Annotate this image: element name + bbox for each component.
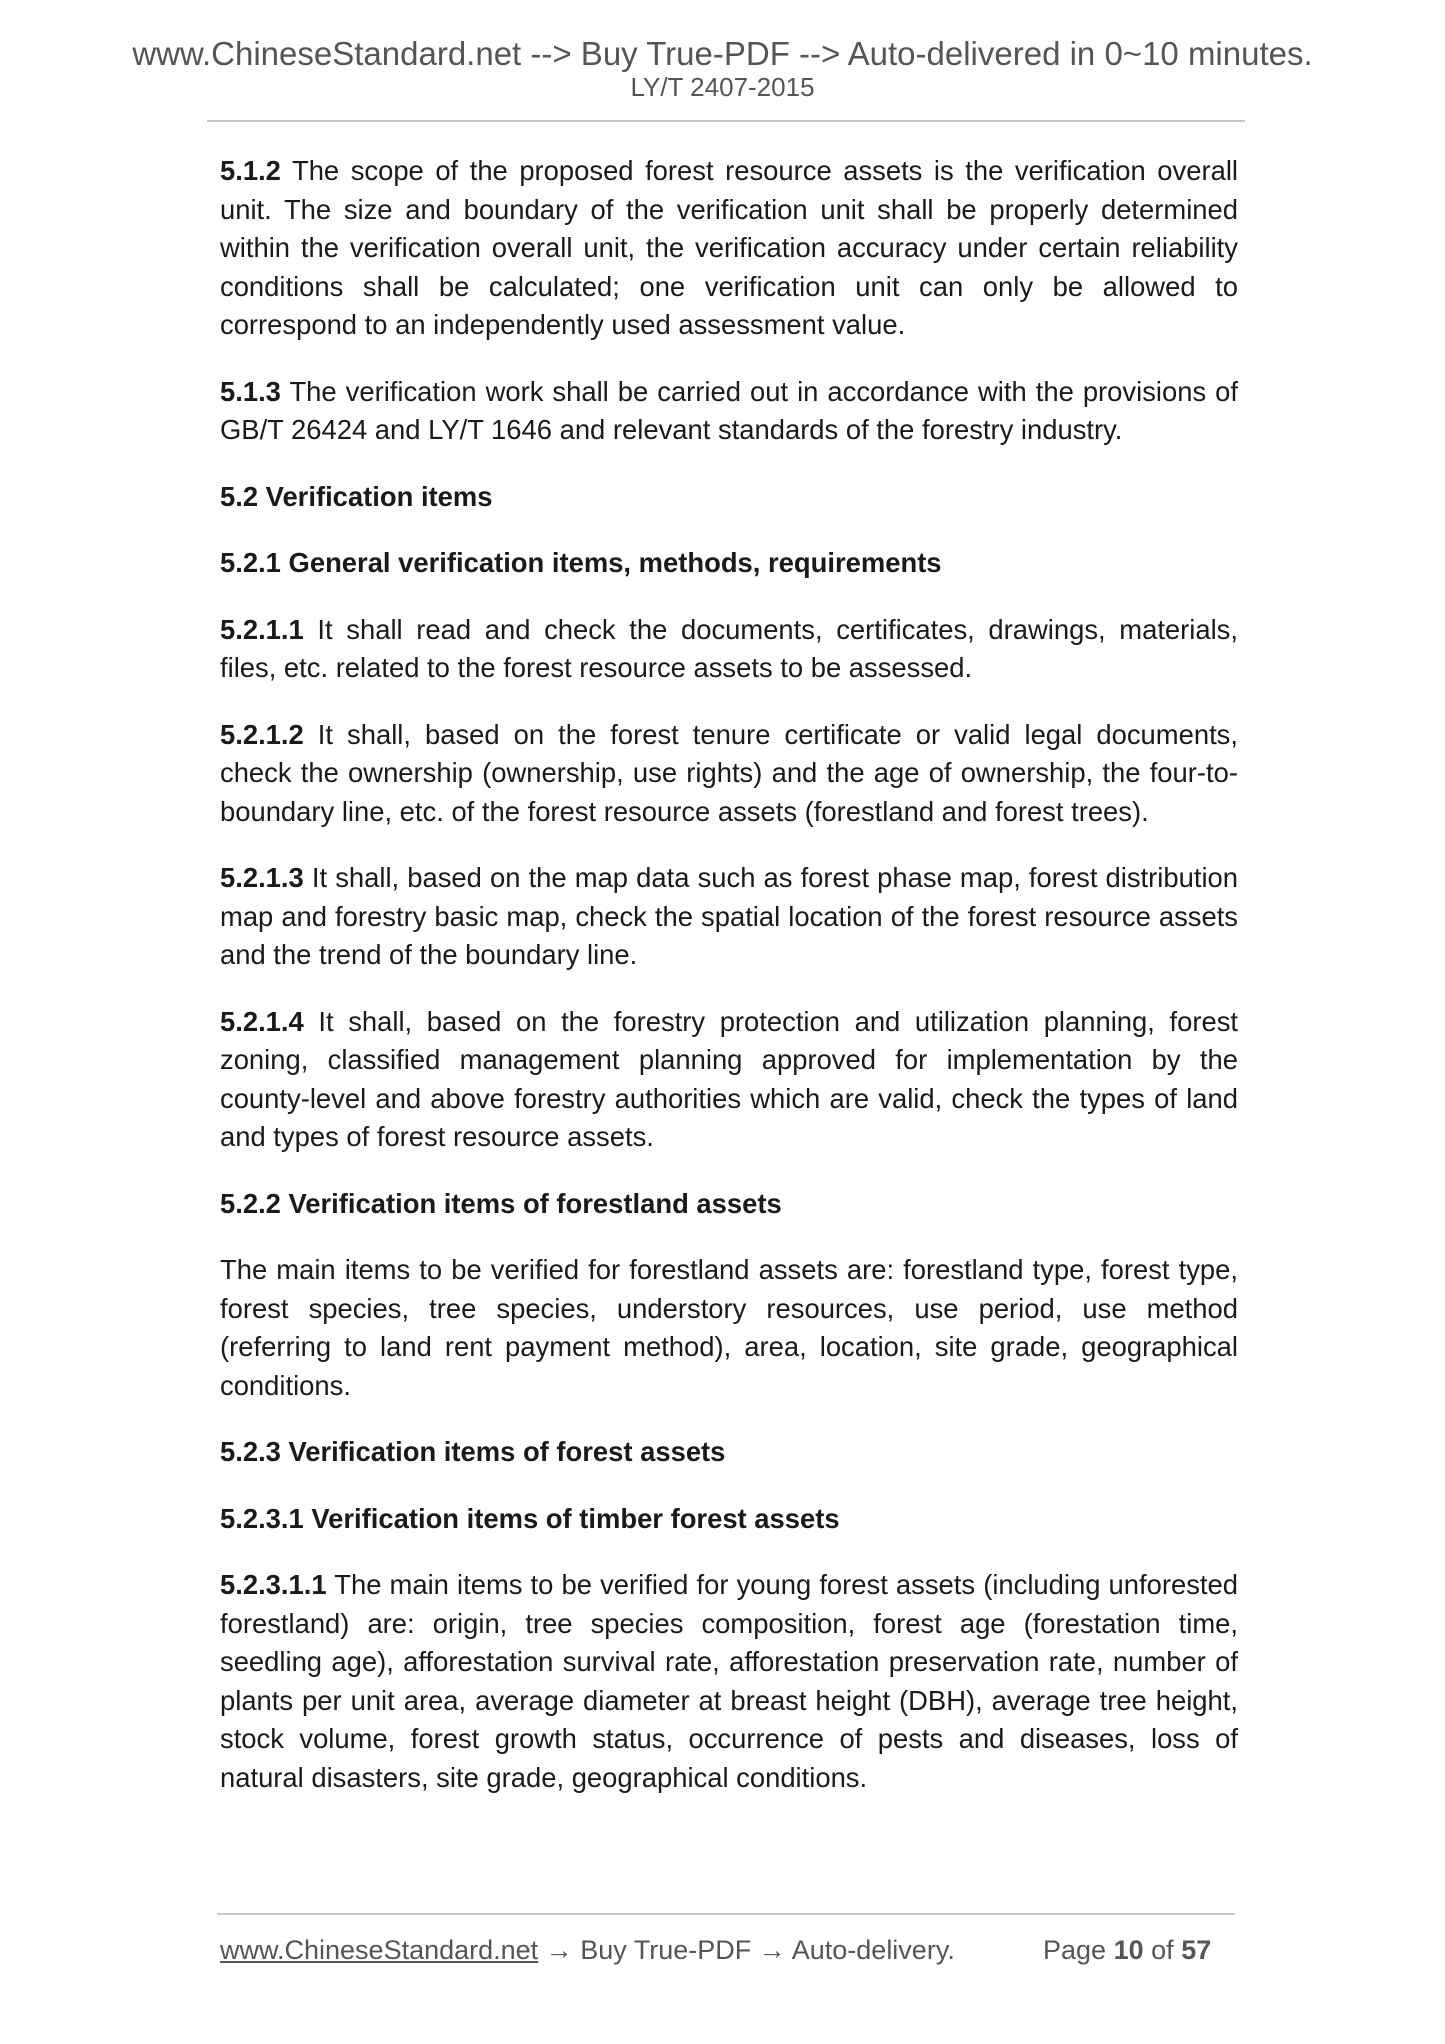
clause-text: The scope of the proposed forest resource assets is the verification overall unit. The size and boundary of the verification unit shall be properly determined within the verification overall unit, the verification accuracy under certain reliability conditions shall be calculated; one verification unit can only be allowed to correspond to an independently used assessment value.	[220, 155, 1238, 340]
clause-text: It shall, based on the forestry protection and utilization planning, forest zoning, classified management planning approved for implementation by the county-level and above forestry authorities which are valid, check the types of land and types of forest resource assets.	[220, 1005, 1238, 1152]
page-number: 10	[1113, 1935, 1144, 1965]
clause-number: 5.2.1.3	[220, 862, 304, 893]
clause-number: 5.1.2	[220, 155, 281, 186]
clause-5-2-2-body: The main items to be verified for forestland assets are: forestland type, forest type, forest species, tree species, understory resources, use period, use method (referring to land rent payment method), area, location, site grade, geographical conditions.	[220, 1254, 1238, 1401]
clause-number: 5.2.1.1	[220, 613, 304, 645]
heading-5-2-2: 5.2.2 Verification items of forestland assets	[220, 1187, 782, 1219]
heading-5-2-3-1: 5.2.3.1 Verification items of timber forest assets	[220, 1502, 840, 1534]
clause-5-1-2	[220, 152, 1238, 345]
footer-tagline: → Buy True-PDF → Auto-delivery.	[538, 1935, 955, 1965]
of-label: of	[1151, 1935, 1174, 1965]
clause-text: It shall read and check the documents, certificates, drawings, materials, files, etc. related to the forest resource assets to be assessed.	[220, 613, 1238, 683]
page-label: Page	[1043, 1935, 1107, 1965]
footer-left	[220, 1932, 955, 1968]
top-banner: www.ChineseStandard.net --> Buy True-PDF --> Auto-delivered in 0~10 minutes.	[132, 35, 1313, 72]
clause-number: 5.2.1.4	[220, 1005, 304, 1037]
clause-number: 5.2.1.2	[220, 718, 304, 750]
footer-site-link[interactable]: www.ChineseStandard.net	[220, 1935, 539, 1965]
footer-divider	[217, 1913, 1235, 1915]
clause-text: The main items to be verified for young forest assets (including unforested forestland) are: origin, tree species composition, forest age (forestation time, seedling age), afforestation survival rate, afforestation preservation rate, number of plants per unit area, average diameter at breast height (DBH), average tree height, stock volume, forest growth status, occurrence of pests and diseases, loss of natural disasters, site grade, geographical conditions.	[220, 1569, 1238, 1793]
clause-5-2-1-1	[220, 611, 1238, 688]
header-divider	[207, 120, 1245, 122]
heading-5-2-3: 5.2.3 Verification items of forest assets	[220, 1436, 726, 1467]
heading-5-2-1: 5.2.1 General verification items, methods, requirements	[220, 547, 942, 578]
clause-text: The verification work shall be carried out in accordance with the provisions of GB/T 26424 and LY/T 1646 and relevant standards of the forestry industry.	[220, 375, 1238, 445]
clause-5-2-1-3	[220, 859, 1238, 975]
clause-5-2-1-4	[220, 1003, 1238, 1157]
page-indicator	[1043, 1932, 1211, 1968]
clause-text: It shall, based on the forest tenure certificate or valid legal documents, check the ownership (ownership, use rights) and the age of ownership, the four-to-boundary line, etc. of the forest resource assets (forestland and forest trees).	[220, 718, 1238, 827]
clause-text: It shall, based on the map data such as forest phase map, forest distribution map and forestry basic map, check the spatial location of the forest resource assets and the trend of the boundary line.	[220, 862, 1238, 970]
standard-code: LY/T 2407-2015	[630, 72, 815, 102]
clause-5-1-3	[220, 373, 1238, 450]
clause-number: 5.1.3	[220, 375, 281, 407]
document-body	[220, 152, 1238, 1825]
clause-5-2-3-1-1	[220, 1566, 1238, 1797]
clause-5-2-1-2	[220, 716, 1238, 832]
heading-5-2: 5.2 Verification items	[220, 480, 493, 512]
page-total: 57	[1181, 1935, 1212, 1965]
clause-number: 5.2.3.1.1	[220, 1569, 327, 1600]
